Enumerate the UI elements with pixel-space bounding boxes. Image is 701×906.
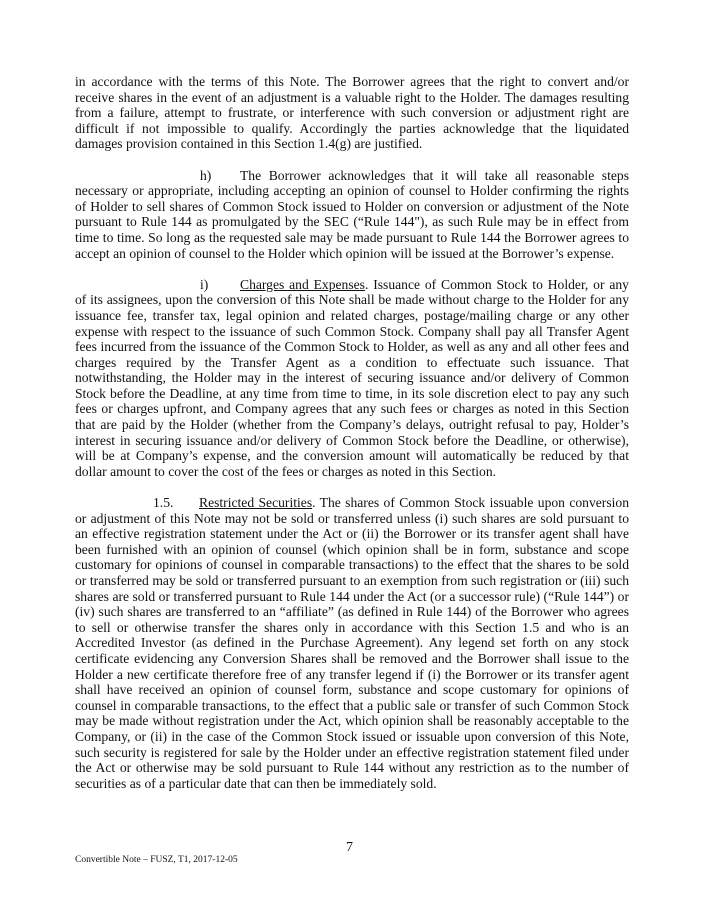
page-number: 7 [346,840,353,855]
paragraph-h-text: The Borrower acknowledges that it will take all reasonable steps necessary or appropriate, including accepting an opinion of counsel to Holder confirming the rights of Holder to sell shares of Common Stock issued to Holder on conversion or adjustment of the Note pursuant to Rule 144 as promulgated by the SEC (“Rule 144"), as such Rule may be in effect from time to time. So long as the requested sale may be made pursuant to Rule 144 the Borrower agrees to accept an opinion of counsel to the Holder which opinion will be issued at the Borrower’s expense. [75,167,629,261]
section-1-5 [75,495,629,791]
page-footer: Convertible Note – FUSZ, T1, 2017-12-05 [75,855,238,865]
paragraph-continuation: in accordance with the terms of this Note. The Borrower agrees that the right to convert and/or receive shares in the event of an adjustment is a valuable right to the Holder. The damages resulting from a failure, attempt to frustrate, or interference with such conversion or adjustment right are difficult if not impossible to qualify. Accordingly the parties acknowledge that the liquidated damages provision contained in this Section 1.4(g) are justified. [75,74,629,152]
paragraph-i [75,277,629,480]
section-label-1-5: 1.5. [153,495,174,511]
heading-restricted-securities: Restricted Securities [199,495,313,511]
heading-charges-and-expenses: Charges and Expenses [240,276,365,292]
paragraph-h [75,168,629,262]
section-label-h: h) [200,167,212,183]
document-body [75,74,629,807]
section-label-i: i) [200,276,209,292]
section-1-5-text: . The shares of Common Stock issuable upon conversion or adjustment of this Note may not be sold or transferred unless (i) such shares are sold pursuant to an effective registration statement under the Act or (ii) the Borrower or its transfer agent shall have been furnished with an opinion of counsel (which opinion shall be in form, substance and scope customary for opinions of counsel in comparable transactions) to the effect that the shares to be sold or transferred may be sold or transferred pursuant to an exemption from such registration or (iii) such shares are sold or transferred pursuant to Rule 144 under the Act (or a successor rule) (“Rule 144”) or (iv) such shares are transferred to an “affiliate” (as defined in Rule 144) of the Borrower who agrees to sell or otherwise transfer the shares only in accordance with this Section 1.5 and who is an Accredited Investor (as defined in the Purchase Agreement). Any legend set forth on any stock certificate evidencing any Conversion Shares shall be removed and the Borrower shall issue to the Holder a new certificate therefore free of any transfer legend if (i) the Borrower or its transfer agent shall have received an opinion of counsel form, substance and scope customary for opinions of counsel in comparable transactions, to the effect that a public sale or transfer of such Common Stock may be made without registration under the Act, which opinion shall be reasonably acceptable to the Company, or (ii) in the case of the Common Stock issued or issuable upon conversion of this Note, such security is registered for sale by the Holder under an effective registration statement filed under the Act or otherwise may be sold pursuant to Rule 144 without any restriction as to the number of securities as of a particular date that can then be immediately sold. [75,495,629,791]
paragraph-i-text: . Issuance of Common Stock to Holder, or any of its assignees, upon the conversion of this Note shall be made without charge to the Holder for any issuance fee, transfer tax, legal opinion and related charges, postage/mailing charge or any other expense with respect to the issuance of such Common Stock. Company shall pay all Transfer Agent fees incurred from the issuance of the Common Stock to Holder, as well as any and all other fees and charges required by the Transfer Agent as a condition to effectuate such issuance. That notwithstanding, the Holder may in the interest of securing issuance and/or delivery of Common Stock before the Deadline, at any time from time to time, in its sole discretion elect to pay any such fees or charges upfront, and Company agrees that any such fees or charges as noted in this Section that are paid by the Holder (whether from the Company’s delays, outright refusal to pay, Holder’s interest in securing issuance and/or delivery of Common Stock before the Deadline, or otherwise), will be at Company’s expense, and the conversion amount will automatically be reduced by that dollar amount to cover the cost of the fees or charges as noted in this Section. [75,276,629,479]
